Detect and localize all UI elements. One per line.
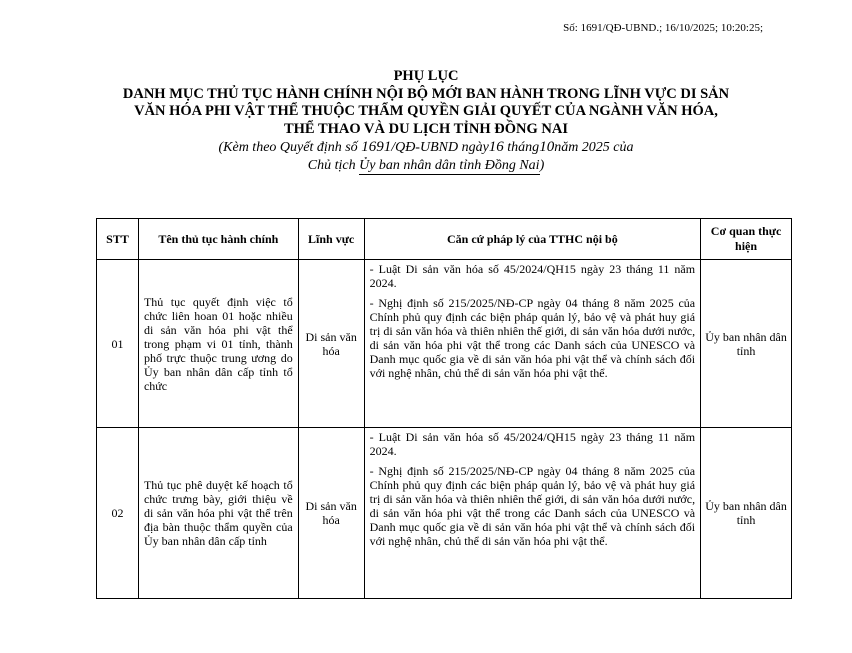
row-field: Di sản văn hóa xyxy=(298,428,364,599)
heading-line-2: VĂN HÓA PHI VẬT THỂ THUỘC THẨM QUYỀN GIẢI QUYẾT CỦA NGÀNH VĂN HÓA, xyxy=(134,103,718,119)
decision-reference xyxy=(0,138,852,157)
legal-basis-item: - Nghị định số 215/2025/NĐ-CP ngày 04 tháng 8 năm 2025 của Chính phủ quy định các biện pháp quản lý, bảo vệ và phát huy giá trị di sản văn hóa và thiên nhiên thế giới, di sản văn hóa dưới nước, di sản văn hóa phi vật thể trong các Danh sách của UNESCO và Danh mục quốc gia về di sản văn hóa phi vật thể và chính sách đối với nghệ nhân, chủ thể di sản văn hóa phi vật thể. xyxy=(369,296,696,380)
row-stt: 02 xyxy=(97,428,139,599)
header-legal-basis: Căn cứ pháp lý của TTHC nội bộ xyxy=(364,219,700,260)
document-stamp: Số: 1691/QĐ-UBND.; 16/10/2025; 10:20:25; xyxy=(563,22,763,34)
issuer-text: Chủ tịch xyxy=(307,158,360,173)
procedure-table xyxy=(96,218,792,599)
decision-ref-text: tháng xyxy=(503,140,540,155)
row-legal-basis xyxy=(364,428,700,599)
document-heading xyxy=(0,68,852,175)
legal-basis-item: - Luật Di sản văn hóa số 45/2024/QH15 ngày 23 tháng 11 năm 2024. xyxy=(369,262,696,290)
heading-line-1: DANH MỤC THỦ TỤC HÀNH CHÍNH NỘI BỘ MỚI BAN HÀNH TRONG LĨNH VỰC DI SẢN xyxy=(122,85,730,102)
header-procedure-name: Tên thủ tục hành chính xyxy=(138,219,298,260)
legal-basis-item: - Luật Di sản văn hóa số 45/2024/QH15 ngày 23 tháng 11 năm 2024. xyxy=(369,430,696,458)
decision-ref-text: /QĐ-UBND ngày xyxy=(391,140,489,155)
row-field: Di sản văn hóa xyxy=(298,260,364,428)
decision-ref-text: năm 2025 của xyxy=(554,140,634,155)
decision-day: 16 xyxy=(488,139,504,155)
table-row xyxy=(97,428,792,599)
row-stt: 01 xyxy=(97,260,139,428)
decision-ref-text: (Kèm theo Quyết định số xyxy=(218,140,362,155)
table-header-row xyxy=(97,219,792,260)
header-agency: Cơ quan thực hiện xyxy=(701,219,792,260)
legal-basis-item: - Nghị định số 215/2025/NĐ-CP ngày 04 tháng 8 năm 2025 của Chính phủ quy định các biện pháp quản lý, bảo vệ và phát huy giá trị di sản văn hóa và thiên nhiên thế giới, di sản văn hóa dưới nước, di sản văn hóa phi vật thể trong các Danh sách của UNESCO và Danh mục quốc gia về di sản văn hóa phi vật thể và chính sách đối với nghệ nhân, chủ thể di sản văn hóa phi vật thể. xyxy=(369,464,696,548)
issuer-text: ) xyxy=(539,158,545,173)
heading-line-3: THỂ THAO VÀ DU LỊCH TỈNH ĐỒNG NAI xyxy=(283,120,568,137)
appendix-title: PHỤ LỤC xyxy=(393,68,459,84)
row-agency: Ủy ban nhân dân tỉnh xyxy=(701,260,792,428)
row-legal-basis xyxy=(364,260,700,428)
decision-number: 1691 xyxy=(361,139,392,155)
header-stt: STT xyxy=(97,219,139,260)
row-agency: Ủy ban nhân dân tỉnh xyxy=(701,428,792,599)
table-row xyxy=(97,260,792,428)
row-procedure-name: Thủ tục quyết định việc tổ chức liên hoan 01 hoặc nhiều di sản văn hóa phi vật thể trong phạm vi 01 tỉnh, thành phố trực thuộc trung ương do Ủy ban nhân dân cấp tỉnh tổ chức xyxy=(138,260,298,428)
issuer-name: Ủy ban nhân dân tỉnh Đồng Nai xyxy=(359,158,540,173)
decision-issuer xyxy=(0,157,852,175)
decision-month: 10 xyxy=(539,139,555,155)
header-field: Lĩnh vực xyxy=(298,219,364,260)
row-procedure-name: Thủ tục phê duyệt kế hoạch tổ chức trưng bày, giới thiệu về di sản văn hóa phi vật thể trên địa bàn thuộc thẩm quyền của Ủy ban nhân dân cấp tỉnh xyxy=(138,428,298,599)
